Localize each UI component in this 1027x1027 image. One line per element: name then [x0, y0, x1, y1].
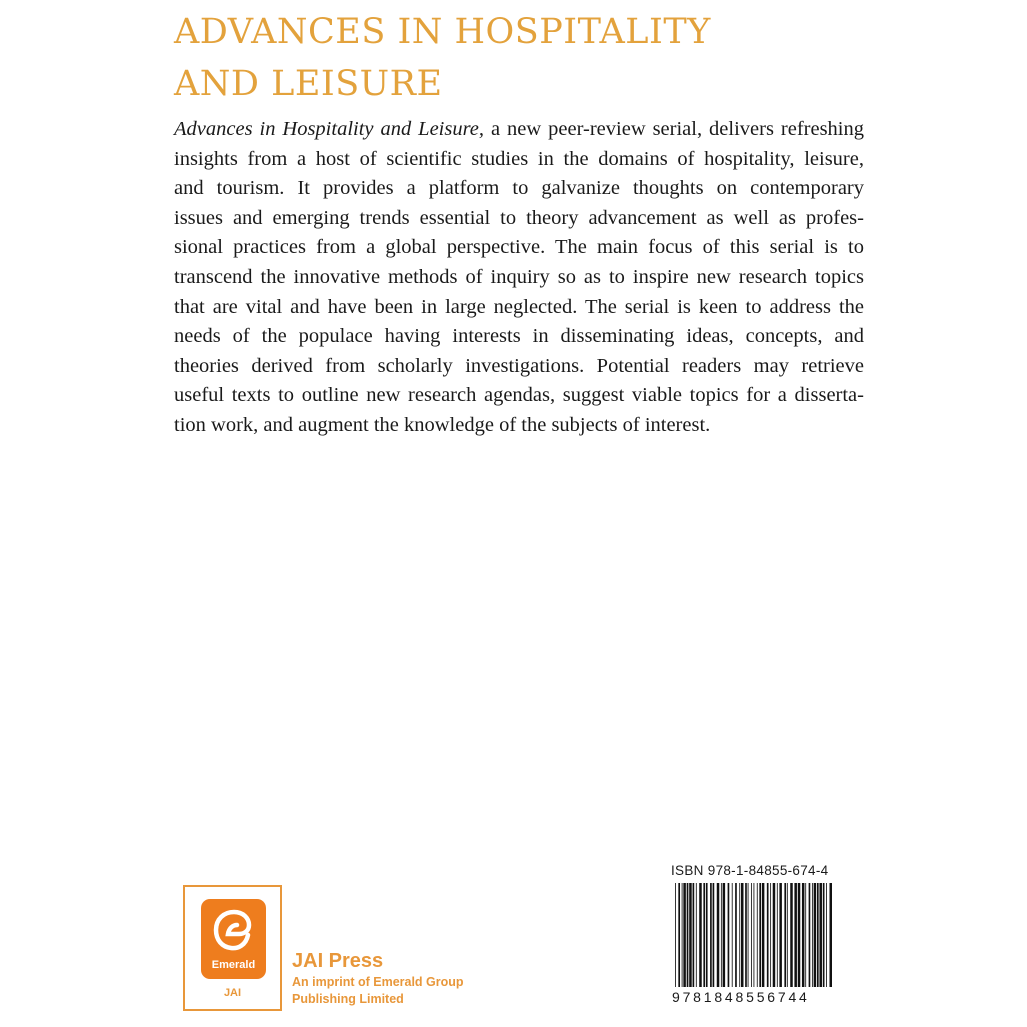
barcode-bar: [817, 883, 819, 987]
barcode-bar: [741, 883, 744, 987]
barcode-digits: 9781848556744: [672, 989, 810, 1005]
publisher-imprint: [292, 950, 464, 1008]
blurb-line-4: issues and emerging trends essential to theory advancement as well as profes-: [174, 206, 864, 229]
barcode-bar: [779, 883, 782, 987]
barcode-bar: [802, 883, 805, 987]
blurb-line-1: [174, 115, 864, 145]
logo-wordmark: Emerald: [211, 959, 256, 971]
barcode-bar: [683, 883, 686, 987]
isbn-label: ISBN 978-1-84855-674-4: [671, 863, 829, 878]
publisher-name: JAI Press: [292, 950, 384, 972]
barcode-bar: [675, 883, 676, 987]
barcode-bar: [728, 883, 730, 987]
barcode-bar: [794, 883, 797, 987]
blurb-line-11: tion work, and augment the knowledge of the subjects of interest.: [174, 413, 711, 436]
barcode-bar: [829, 883, 832, 987]
barcode-bar: [699, 883, 702, 987]
barcode-bar: [703, 883, 705, 987]
blurb-line-9: theories derived from scholarly investigations. Potential readers may retrieve: [174, 354, 864, 377]
book-title: [174, 6, 874, 110]
barcode-bar: [717, 883, 720, 987]
barcode-bar: [762, 883, 765, 987]
barcode-bar: [757, 883, 758, 987]
barcode-bar: [748, 883, 749, 987]
barcode-bar: [814, 883, 817, 987]
barcode-bar: [682, 883, 683, 987]
emerald-badge: [201, 899, 266, 979]
blurb-line-5: sional practices from a global perspective. The main focus of this serial is to: [174, 236, 864, 259]
blurb-line-1-text: a new peer-review serial, delivers refreshing: [484, 118, 865, 140]
barcode-bar: [812, 883, 813, 987]
blurb-line-10: useful texts to outline new research agendas, suggest viable topics for a disserta-: [174, 384, 864, 407]
blurb-line-3: and tourism. It provides a platform to galvanize thoughts on contemporary: [174, 177, 864, 200]
barcode-bar: [693, 883, 695, 987]
barcode-bar: [721, 883, 722, 987]
barcode-bar: [754, 883, 755, 987]
barcode-bar: [809, 883, 811, 987]
barcode-bar: [798, 883, 801, 987]
barcode-bar: [723, 883, 726, 987]
title-line-2: AND LEISURE: [174, 64, 443, 104]
barcode-bar: [826, 883, 827, 987]
barcode-bar: [767, 883, 769, 987]
barcode-bar: [770, 883, 771, 987]
blurb-line-6: transcend the innovative methods of inquiry so as to inspire new research topics: [174, 265, 864, 288]
emerald-e-icon: [210, 905, 257, 955]
logo-sub-label: JAI: [223, 987, 242, 999]
barcode-bar: [751, 883, 752, 987]
blurb-line-8: needs of the populace having interests in disseminating ideas, concepts, and: [174, 325, 864, 348]
barcode-bar: [819, 883, 822, 987]
barcode-bar: [687, 883, 689, 987]
barcode-bar: [777, 883, 778, 987]
barcode-bar: [805, 883, 806, 987]
barcode-bar: [735, 883, 737, 987]
barcode-bar: [710, 883, 712, 987]
barcode-bar: [678, 883, 680, 987]
imprint-line-2: Publishing Limited: [292, 992, 404, 1006]
series-name: Advances in Hospitality and Leisure,: [174, 118, 485, 140]
barcode-bar: [732, 883, 733, 987]
barcode-bar: [689, 883, 692, 987]
barcode-bar: [739, 883, 740, 987]
title-line-1: ADVANCES IN HOSPITALITY: [174, 12, 711, 52]
barcode-bar: [787, 883, 788, 987]
blurb-line-2: insights from a host of scientific studies in the domains of hospitality, leisure,: [174, 147, 864, 170]
blurb-line-7: that are vital and have been in large neglected. The serial is keen to address the: [174, 295, 864, 318]
barcode-bar: [784, 883, 786, 987]
barcode-bar: [713, 883, 715, 987]
emerald-jai-logo: [183, 885, 282, 1011]
barcode-bar: [773, 883, 776, 987]
barcode: [675, 883, 832, 987]
barcode-bar: [790, 883, 793, 987]
barcode-bar: [759, 883, 761, 987]
description-blurb: [174, 115, 864, 441]
barcode-bar: [706, 883, 708, 987]
barcode-bar: [696, 883, 697, 987]
barcode-bar: [823, 883, 825, 987]
barcode-bar: [745, 883, 747, 987]
imprint-line-1: An imprint of Emerald Group: [292, 975, 464, 989]
